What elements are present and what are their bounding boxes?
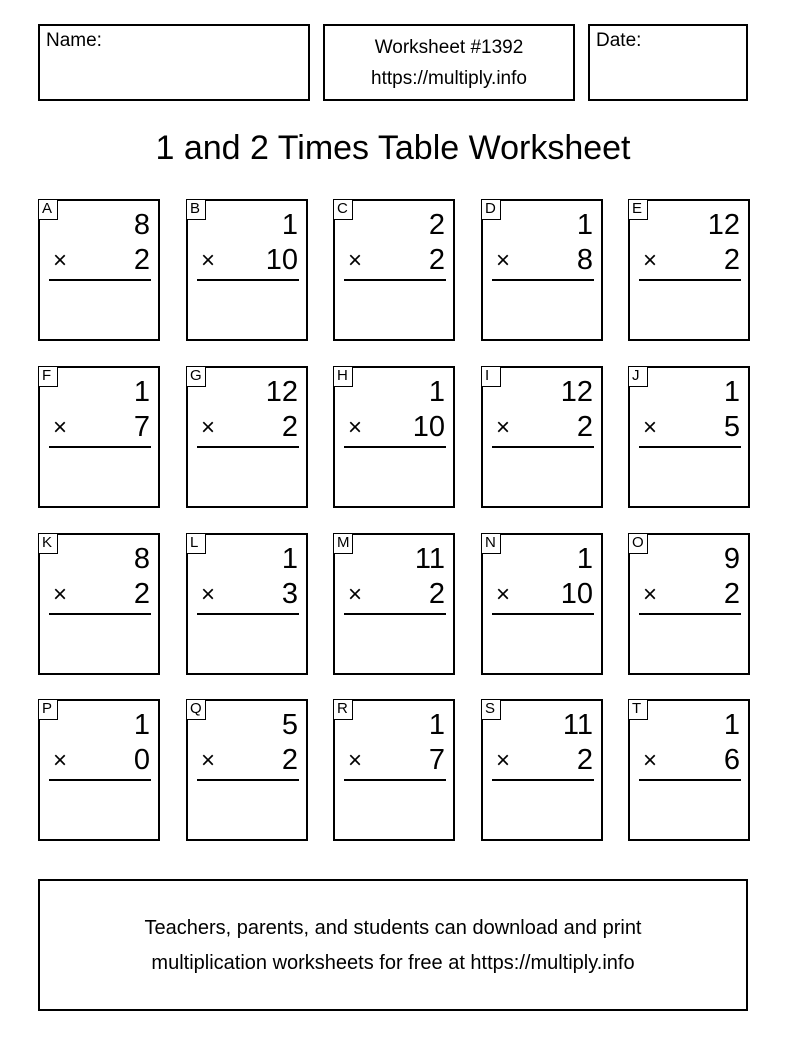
problem-card[interactable]: [628, 366, 750, 508]
problem-card[interactable]: [186, 199, 308, 341]
problem-letter: R: [333, 699, 353, 720]
website-link[interactable]: https://multiply.info: [371, 68, 527, 89]
problem-letter: S: [481, 699, 501, 720]
problem-card[interactable]: [628, 699, 750, 841]
answer-line: [639, 779, 741, 781]
answer-line: [49, 779, 151, 781]
worksheet-info-box: [323, 24, 575, 101]
answer-line: [49, 279, 151, 281]
multiplicand: 2: [428, 209, 445, 241]
multiplier: 3: [281, 578, 298, 610]
answer-line: [344, 279, 446, 281]
problem-card[interactable]: [481, 199, 603, 341]
multiplier: 8: [576, 244, 593, 276]
multiply-sign: ×: [53, 414, 68, 441]
multiplicand: 12: [707, 209, 740, 241]
multiplier: 2: [281, 411, 298, 443]
multiplier: 2: [723, 578, 740, 610]
multiply-sign: ×: [53, 247, 68, 274]
multiply-sign: ×: [348, 747, 363, 774]
problem-card[interactable]: [38, 199, 160, 341]
page-title: 1 and 2 Times Table Worksheet: [155, 129, 631, 167]
multiplicand: 9: [723, 543, 740, 575]
problem-letter: B: [186, 199, 206, 220]
multiply-sign: ×: [496, 581, 511, 608]
multiplicand: 1: [281, 543, 298, 575]
multiplier: 2: [133, 578, 150, 610]
problem-letter: E: [628, 199, 648, 220]
multiply-sign: ×: [53, 747, 68, 774]
problem-letter: M: [333, 533, 353, 554]
problem-letter: L: [186, 533, 206, 554]
problem-card[interactable]: [186, 699, 308, 841]
problem-card[interactable]: [38, 533, 160, 675]
multiplicand: 1: [133, 709, 150, 741]
multiply-sign: ×: [201, 747, 216, 774]
multiplicand: 8: [133, 543, 150, 575]
multiplicand: 12: [560, 376, 593, 408]
multiplicand: 1: [428, 376, 445, 408]
multiplier: 7: [428, 744, 445, 776]
multiply-sign: ×: [348, 414, 363, 441]
multiplier: 2: [576, 411, 593, 443]
answer-line: [639, 279, 741, 281]
problem-card[interactable]: [38, 699, 160, 841]
multiplier: 10: [412, 411, 445, 443]
multiplier: 10: [560, 578, 593, 610]
multiply-sign: ×: [643, 581, 658, 608]
answer-line: [49, 446, 151, 448]
answer-line: [197, 613, 299, 615]
multiplier: 2: [281, 744, 298, 776]
problem-card[interactable]: [481, 366, 603, 508]
problem-card[interactable]: [38, 366, 160, 508]
multiply-sign: ×: [201, 581, 216, 608]
multiplier: 2: [428, 578, 445, 610]
worksheet-number: Worksheet #1392: [374, 37, 524, 58]
problem-card[interactable]: [628, 533, 750, 675]
problem-card[interactable]: [333, 366, 455, 508]
multiplicand: 11: [562, 709, 593, 741]
problem-card[interactable]: [186, 366, 308, 508]
answer-line: [492, 779, 594, 781]
multiply-sign: ×: [643, 247, 658, 274]
multiplier: 7: [133, 411, 150, 443]
multiplicand: 5: [281, 709, 298, 741]
problem-card[interactable]: [333, 699, 455, 841]
answer-line: [344, 779, 446, 781]
footer-text-line-1: Teachers, parents, and students can download and print: [144, 917, 642, 939]
multiply-sign: ×: [496, 747, 511, 774]
name-field[interactable]: [38, 24, 310, 101]
multiplier: 2: [576, 744, 593, 776]
multiplier: 2: [723, 244, 740, 276]
problem-letter: N: [481, 533, 501, 554]
date-field[interactable]: [588, 24, 748, 101]
multiply-sign: ×: [348, 581, 363, 608]
problem-card[interactable]: [628, 199, 750, 341]
multiplier: 5: [723, 411, 740, 443]
problem-letter: J: [628, 366, 648, 387]
problem-card[interactable]: [481, 699, 603, 841]
multiplicand: 1: [428, 709, 445, 741]
multiplier: 6: [723, 744, 740, 776]
problem-card[interactable]: [481, 533, 603, 675]
multiply-sign: ×: [201, 414, 216, 441]
multiplier: 10: [265, 244, 298, 276]
footer-box: [38, 879, 748, 1011]
multiplier: 2: [133, 244, 150, 276]
answer-line: [639, 446, 741, 448]
multiplicand: 12: [265, 376, 298, 408]
answer-line: [492, 446, 594, 448]
multiply-sign: ×: [53, 581, 68, 608]
problem-letter: P: [38, 699, 58, 720]
problem-letter: F: [38, 366, 58, 387]
multiplicand: 11: [414, 543, 445, 575]
answer-line: [197, 779, 299, 781]
answer-line: [492, 279, 594, 281]
answer-line: [197, 446, 299, 448]
multiplicand: 1: [133, 376, 150, 408]
problem-letter: A: [38, 199, 58, 220]
answer-line: [49, 613, 151, 615]
answer-line: [344, 446, 446, 448]
answer-line: [197, 279, 299, 281]
problem-grid: [38, 199, 750, 844]
multiply-sign: ×: [643, 414, 658, 441]
problem-letter: Q: [186, 699, 206, 720]
multiplicand: 1: [576, 543, 593, 575]
problem-letter: O: [628, 533, 648, 554]
problem-card[interactable]: [186, 533, 308, 675]
problem-letter: K: [38, 533, 58, 554]
problem-letter: C: [333, 199, 353, 220]
multiply-sign: ×: [496, 414, 511, 441]
problem-card[interactable]: [333, 199, 455, 341]
answer-line: [344, 613, 446, 615]
multiplicand: 8: [133, 209, 150, 241]
multiplicand: 1: [723, 376, 740, 408]
multiplicand: 1: [576, 209, 593, 241]
problem-letter: I: [481, 366, 501, 387]
date-label: Date:: [596, 30, 642, 51]
problem-letter: G: [186, 366, 206, 387]
answer-line: [492, 613, 594, 615]
multiply-sign: ×: [348, 247, 363, 274]
multiply-sign: ×: [201, 247, 216, 274]
problem-letter: H: [333, 366, 353, 387]
multiply-sign: ×: [643, 747, 658, 774]
problem-letter: D: [481, 199, 501, 220]
problem-card[interactable]: [333, 533, 455, 675]
name-label: Name:: [46, 30, 102, 51]
multiplier: 2: [428, 244, 445, 276]
multiplicand: 1: [281, 209, 298, 241]
multiplicand: 1: [723, 709, 740, 741]
answer-line: [639, 613, 741, 615]
multiply-sign: ×: [496, 247, 511, 274]
multiplier: 0: [133, 744, 150, 776]
footer-text-line-2: multiplication worksheets for free at https://multiply.info: [151, 952, 635, 974]
problem-letter: T: [628, 699, 648, 720]
